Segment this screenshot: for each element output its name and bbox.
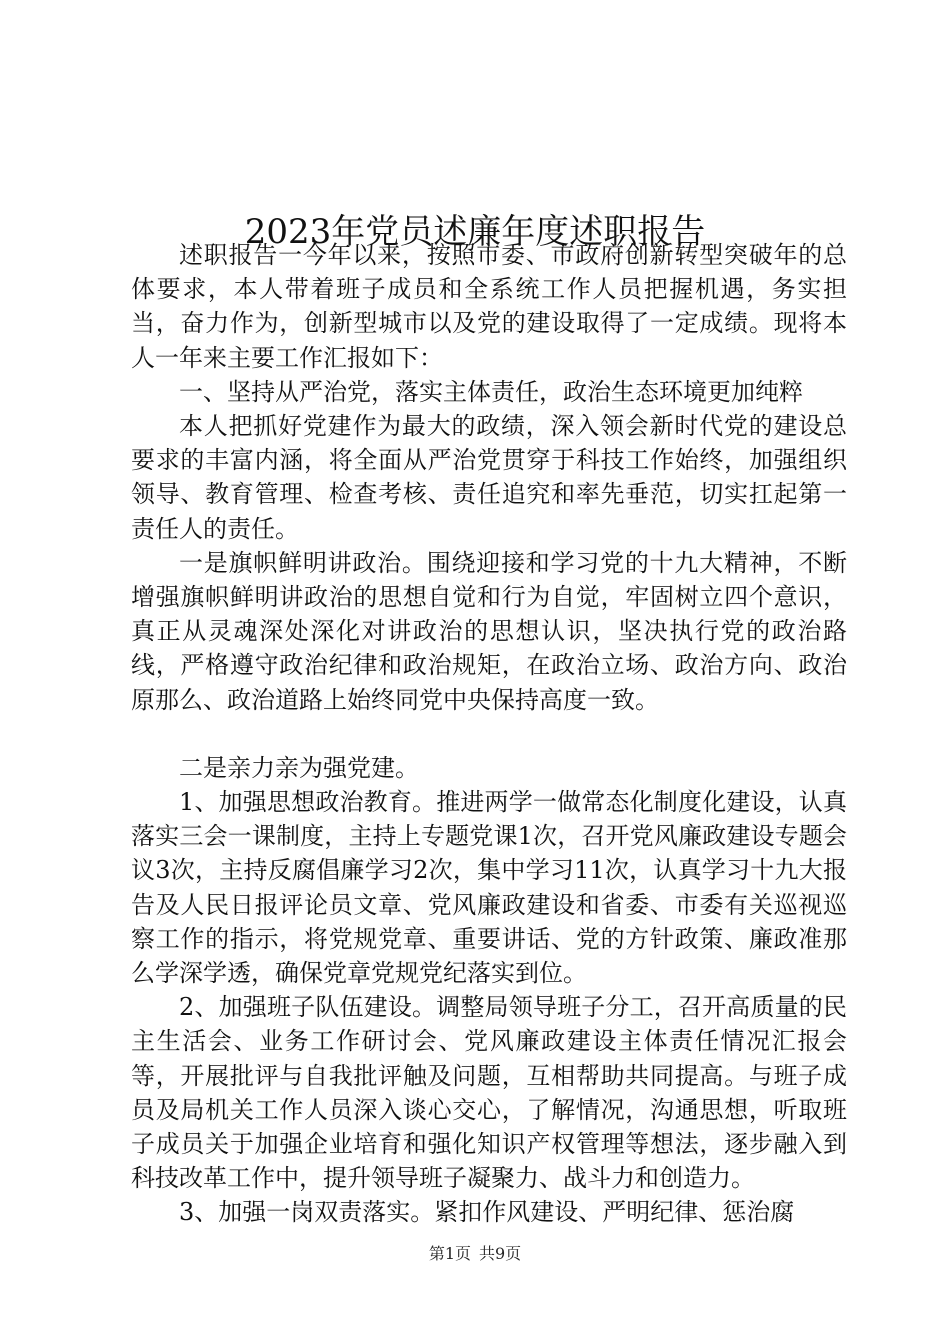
- section-heading-1: 一、坚持从严治党，落实主体责任，政治生态环境更加纯粹: [179, 377, 803, 406]
- document-body: [131, 238, 847, 1230]
- page-number: 第1页: [428, 1244, 471, 1263]
- page-total: 共9页: [479, 1244, 522, 1263]
- paragraph-politics: 一是旗帜鲜明讲政治。围绕迎接和学习党的十九大精神，不断增强旗帜鲜明讲政治的思想自觉和行为自觉，牢固树立四个意识，真正从灵魂深处深化对讲政治的思想认识，坚决执行党的政治路线，严格遵守政治纪律和政治规矩，在政治立场、政治方向、政治原那么、政治道路上始终同党中央保持高度一致。: [131, 548, 847, 714]
- paragraph-party-building: 二是亲力亲为强党建。: [179, 753, 419, 782]
- page-footer: [0, 1242, 950, 1266]
- document-title: 2023年党员述廉年度述职报告: [244, 211, 706, 252]
- paragraph-intro: 述职报告一今年以来，按照市委、市政府创新转型突破年的总体要求，本人带着班子成员和全系统工作人员把握机遇，务实担当，奋力作为，创新型城市以及党的建设取得了一定成绩。现将本人一年来主要工作汇报如下：: [131, 241, 847, 372]
- paragraph-section-1: 本人把抓好党建作为最大的政绩，深入领会新时代党的建设总要求的丰富内涵，将全面从严治党贯穿于科技工作始终，加强组织领导、教育管理、检查考核、责任追究和率先垂范，切实扛起第一责任人的责任。: [131, 412, 847, 543]
- paragraph-item-2: 2、加强班子队伍建设。调整局领导班子分工，召开高质量的民主生活会、业务工作研讨会、党风廉政建设主体责任情况汇报会等，开展批评与自我批评触及问题，互相帮助共同提高。与班子成员及局机关工作人员深入谈心交心，了解情况，沟通思想，听取班子成员关于加强企业培育和强化知识产权管理等想法，逐步融入到科技改革工作中，提升领导班子凝聚力、战斗力和创造力。: [131, 993, 847, 1193]
- paragraph-item-1: 1、加强思想政治教育。推进两学一做常态化制度化建设，认真落实三会一课制度，主持上专题党课1次，召开党风廉政建设专题会议3次，主持反腐倡廉学习2次，集中学习11次，认真学习十九大报告及人民日报评论员文章、党风廉政建设和省委、市委有关巡视巡察工作的指示，将党规党章、重要讲话、党的方针政策、廉政准那么学深学透，确保党章党规党纪落实到位。: [131, 788, 847, 988]
- paragraph-item-3: 3、加强一岗双责落实。紧扣作风建设、严明纪律、惩治腐: [179, 1198, 795, 1227]
